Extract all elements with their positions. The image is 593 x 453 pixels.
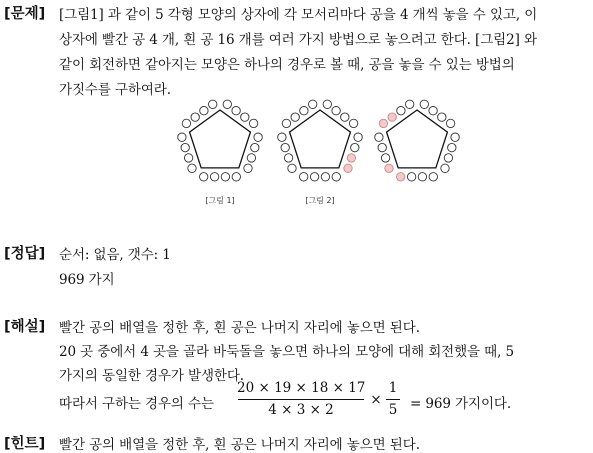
white-ball <box>200 173 208 181</box>
white-ball <box>288 164 296 172</box>
white-ball <box>420 100 428 108</box>
formula-suffix: = 969 가지이다. <box>410 396 512 412</box>
white-ball <box>351 143 359 151</box>
white-ball <box>232 107 240 115</box>
fraction-2-denominator: 5 <box>388 402 398 418</box>
problem-line-2: 상자에 빨간 공 4 개, 흰 공 16 개를 여러 가지 방법으로 놓으려고 한다. [그림2] 와 <box>59 32 537 48</box>
white-ball <box>241 113 249 121</box>
white-ball <box>310 173 318 181</box>
white-ball <box>300 173 308 181</box>
white-ball <box>249 119 257 127</box>
white-ball <box>251 143 259 151</box>
white-ball <box>429 173 437 181</box>
white-ball <box>323 100 331 108</box>
white-ball <box>341 113 349 121</box>
fraction-2-numerator: 1 <box>388 380 398 396</box>
white-ball <box>282 119 290 127</box>
explanation-label: [해설] <box>4 319 46 335</box>
answer-line-2: 969 가지 <box>59 272 115 288</box>
white-ball <box>429 107 437 115</box>
fraction-2-bar <box>386 399 400 400</box>
white-ball <box>332 173 340 181</box>
white-ball <box>182 119 190 127</box>
figure-caption: [그림 2] <box>305 196 335 205</box>
white-ball <box>406 100 414 108</box>
white-ball <box>441 164 449 172</box>
red-ball <box>344 164 352 172</box>
white-ball <box>181 143 189 151</box>
white-ball <box>209 100 217 108</box>
white-ball <box>284 154 292 162</box>
white-ball <box>407 173 415 181</box>
white-ball <box>221 173 229 181</box>
figure-caption: [그림 1] <box>205 196 235 205</box>
explanation-line-3: 가지의 동일한 경우가 발생한다. <box>59 368 244 384</box>
white-ball <box>375 133 383 141</box>
white-ball <box>378 143 386 151</box>
red-ball <box>388 113 396 121</box>
problem-line-1: [그림1] 과 같이 5 각형 모양의 상자에 각 모서리마다 공을 4 개씩 놓을 수 있고, 이 <box>59 7 538 23</box>
white-ball <box>354 133 362 141</box>
white-ball <box>278 133 286 141</box>
white-ball <box>300 107 308 115</box>
answer-line-1: 순서: 없음, 갯수: 1 <box>59 247 171 263</box>
white-ball <box>309 100 317 108</box>
white-ball <box>200 107 208 115</box>
problem-label: [문제] <box>4 6 46 22</box>
hint-label: [힌트] <box>4 436 46 452</box>
white-ball <box>418 173 426 181</box>
hint-line: 빨간 공의 배열을 정한 후, 흰 공은 나머지 자리에 놓으면 된다. <box>59 437 420 453</box>
white-ball <box>247 154 255 162</box>
white-ball <box>321 173 329 181</box>
white-ball <box>349 119 357 127</box>
red-ball <box>397 173 405 181</box>
white-ball <box>444 154 452 162</box>
white-ball <box>451 133 459 141</box>
problem-line-4: 가짓수를 구하여라. <box>59 82 171 98</box>
problem-line-3: 같이 회전하면 같아지는 모양은 하나의 경우로 볼 때, 공을 놓을 수 있는 방법의 <box>59 57 515 73</box>
white-ball <box>232 173 240 181</box>
white-ball <box>438 113 446 121</box>
answer-label: [정답] <box>4 246 46 262</box>
formula-prefix: 따라서 구하는 경우의 수는 <box>59 396 214 412</box>
white-ball <box>254 133 262 141</box>
fraction-1-denominator: 4 × 3 × 2 <box>268 402 334 418</box>
white-ball <box>291 113 299 121</box>
red-ball <box>385 164 393 172</box>
white-ball <box>223 100 231 108</box>
white-ball <box>381 154 389 162</box>
explanation-line-1: 빨간 공의 배열을 정한 후, 흰 공은 나머지 자리에 놓으면 된다. <box>59 320 420 336</box>
white-ball <box>446 119 454 127</box>
white-ball <box>178 133 186 141</box>
fraction-1-numerator: 20 × 19 × 18 × 17 <box>237 380 366 396</box>
red-ball <box>347 154 355 162</box>
white-ball <box>397 107 405 115</box>
red-ball <box>379 119 387 127</box>
white-ball <box>448 143 456 151</box>
white-ball <box>281 143 289 151</box>
pentagon-figures <box>175 97 475 207</box>
white-ball <box>332 107 340 115</box>
white-ball <box>184 154 192 162</box>
times-sign: × <box>370 392 382 408</box>
fraction-1-bar <box>238 399 364 400</box>
white-ball <box>244 164 252 172</box>
white-ball <box>210 173 218 181</box>
explanation-line-2: 20 곳 중에서 4 곳을 골라 바둑돌을 놓으면 하나의 모양에 대해 회전했을 때, 5 <box>59 344 514 360</box>
white-ball <box>191 113 199 121</box>
white-ball <box>188 164 196 172</box>
